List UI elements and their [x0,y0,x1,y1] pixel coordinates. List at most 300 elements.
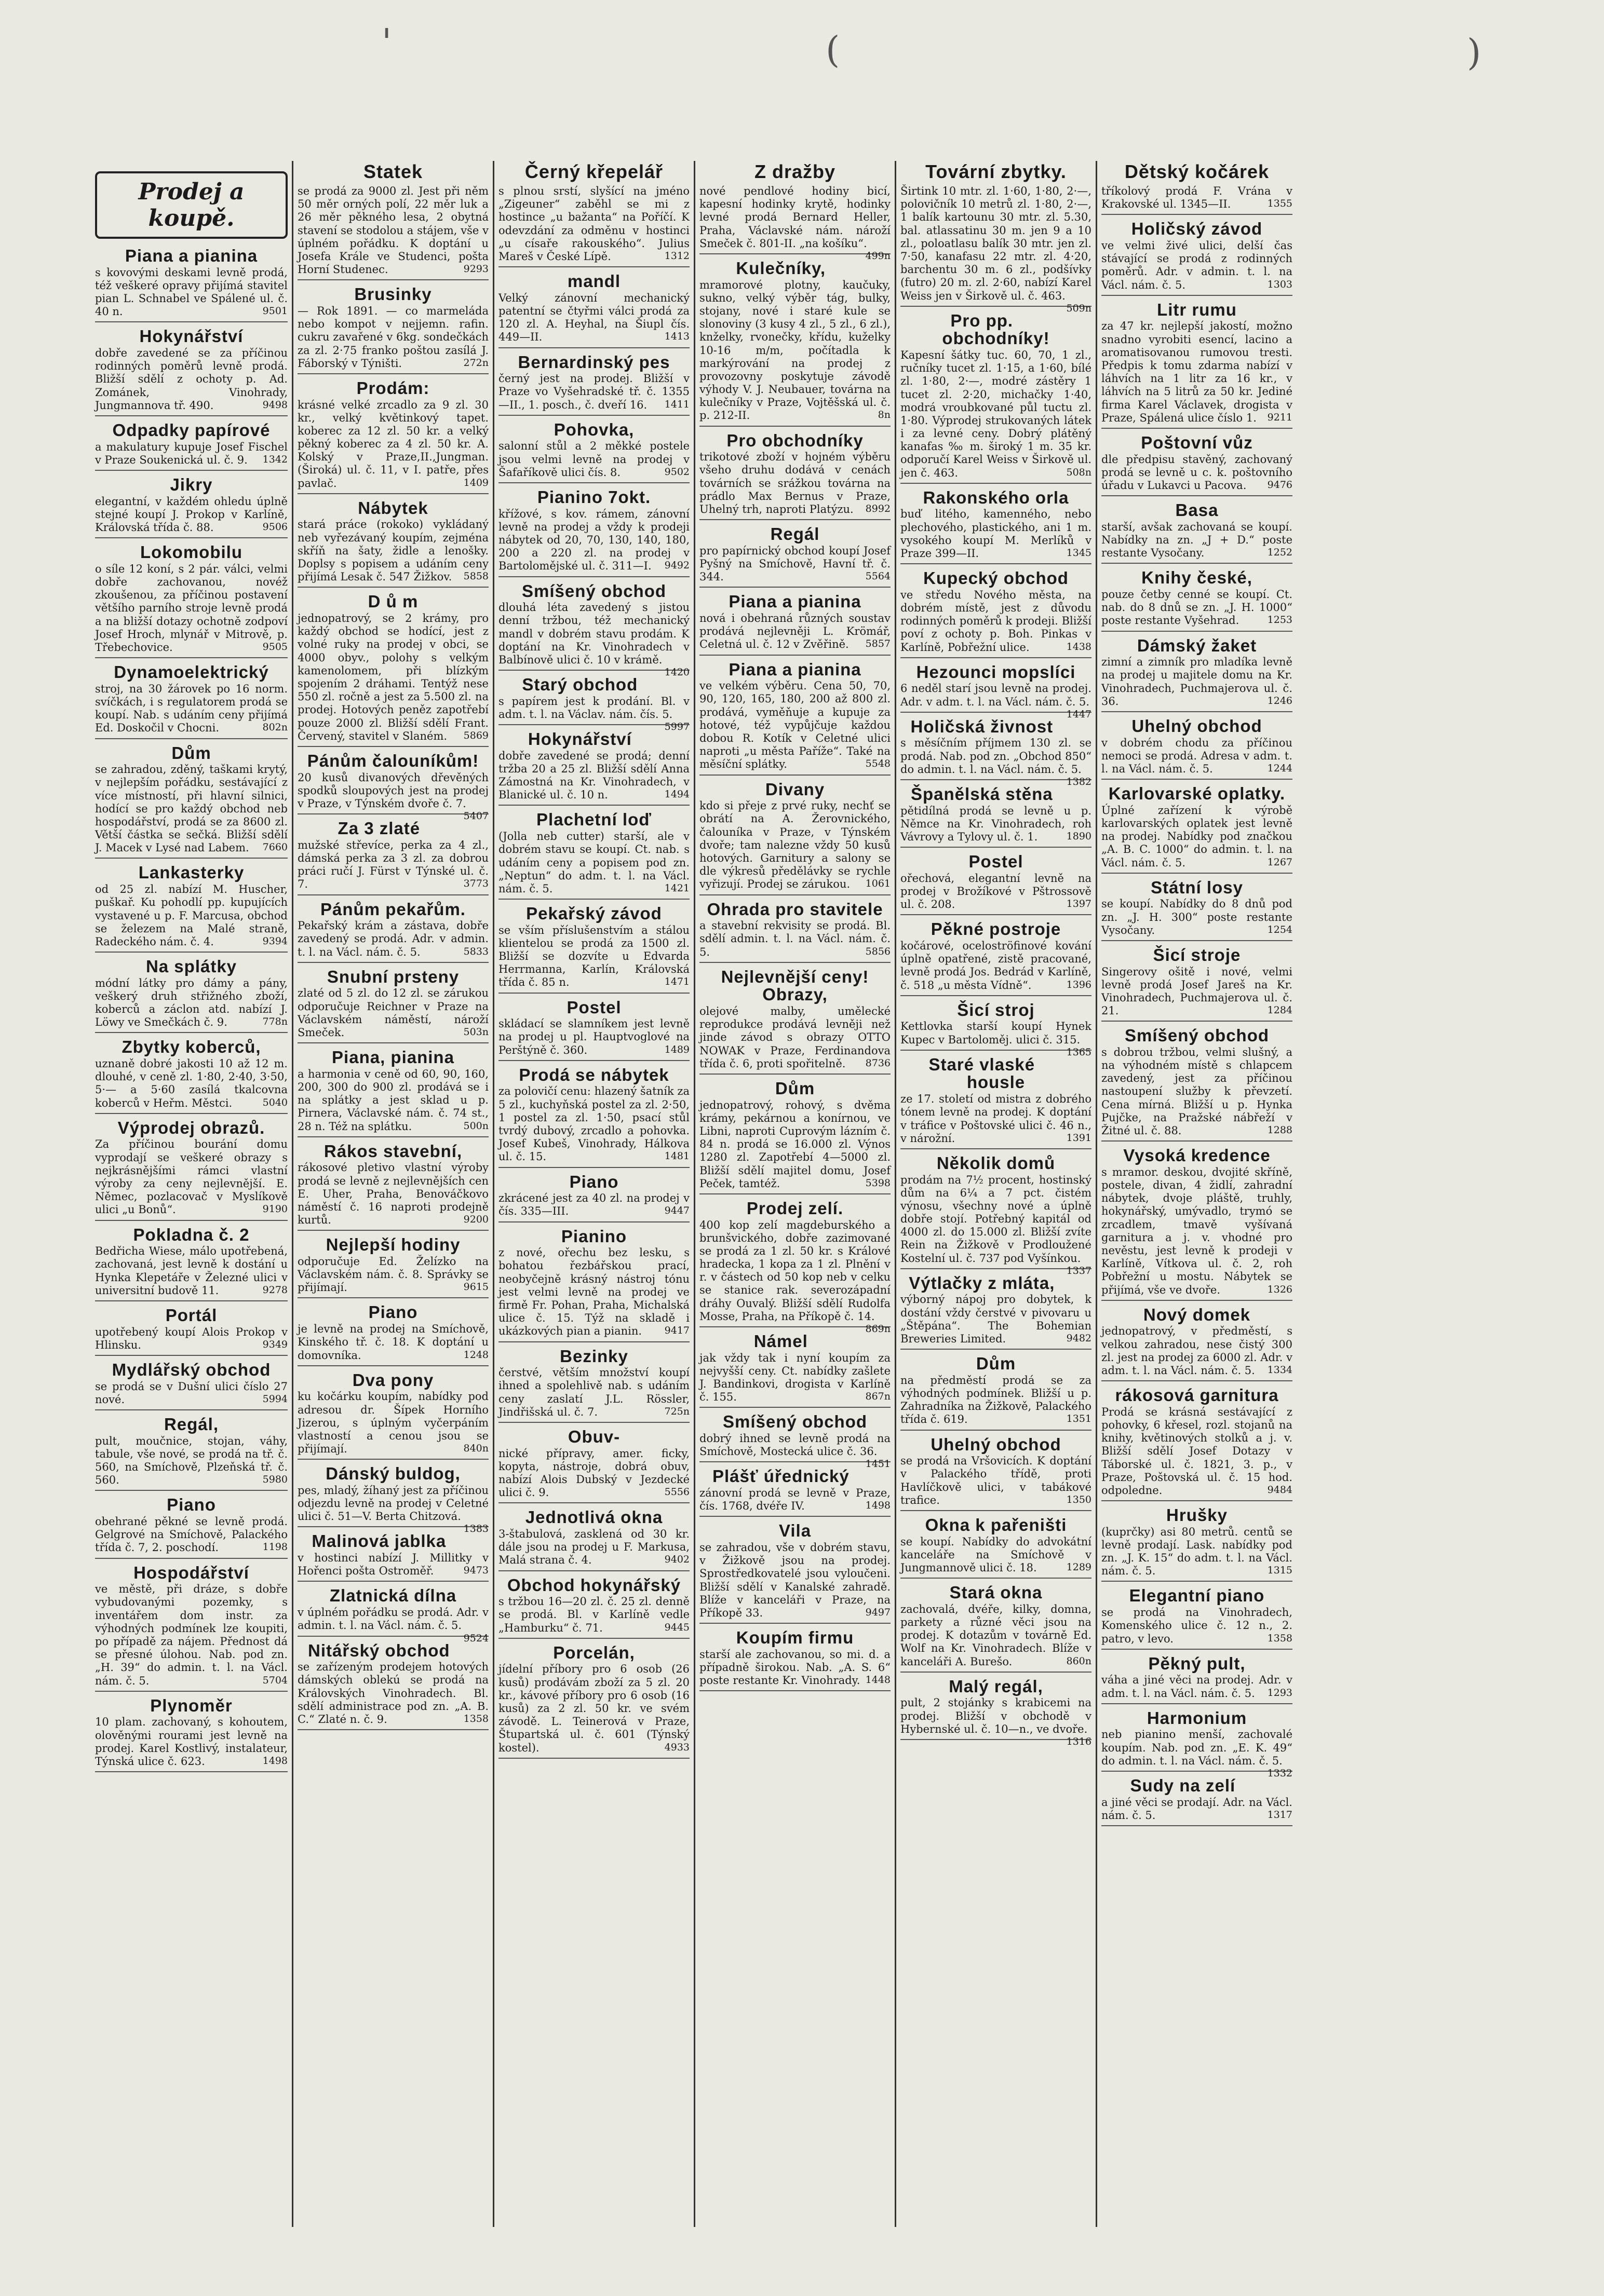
ad-text [95,266,288,319]
ad-body: v úplném pořádku se prodá. Adr. v admin. t. l. na Václ. nám. č. 5. [298,1606,489,1632]
ad-body: v hostinci nabízí J. Millitky v Hořenci pošta Ostroměř. [298,1552,489,1578]
ad-title: Basa [1175,500,1219,520]
ad-body: ve velmi živé ulici, delší čas stávající se prodá z rodinných poměrů. Adr. v admin. t. l. na Václ. nám. č. 5. [1101,239,1292,291]
ad-number: 8n [878,409,891,421]
ad-body: s dobrou tržbou, velmi slušný, a na výhodném místě s chlapcem zavedený, jest za příčinou nastoupení služby k převzetí. Cena mírná. Bližší u p. Hynka Pujčke, na Pražské nábřeží v Žitné ul. č. 88. [1101,1045,1292,1137]
ad-body: za polovičí cenu: hlazený šatník za 5 zl., kuchyňská postel za zl. 2·50, 1 postel za zl. 1·50, psací stůl tvrdý dubový, zrcadlo a pohovka. Josef Kubeš, Vinohrady, Hálkova ul. č. 15. [498,1085,690,1163]
ad-number: 5704 [262,1674,288,1686]
ad-body: neb pianino menší, zachovalé koupím. Nab. pod zn. „E. K. 49“ do admin. t. l. na Václ. nám. č. 5. [1101,1728,1292,1767]
ad-text [95,1716,288,1768]
ad-body: uznaně dobré jakosti 10 až 12 m. dlouhé, v ceně zl. 1·80, 2·40, 3·50, 5·— a 5·60 zasílá tkalcovna koberců v Heřm. Městci. [95,1057,288,1109]
classified-ad [1101,301,1292,429]
classified-ad [95,1496,288,1558]
ad-text [699,1432,891,1470]
ad-column [694,161,895,2227]
ad-text [1101,737,1292,776]
classified-ad [498,1428,690,1503]
ad-text [95,1057,288,1110]
ad-body: Za příčinou bourání domu vyprodají se veškeré obrazy s nejkrásnějšími rámci vlastní výroby za ceny nejlevnější. E. Němec, pozlacovač v Myslíkově ulici „u Bonů“. [95,1138,288,1216]
ad-number: 1358 [1267,1632,1292,1644]
ad-text [1101,966,1292,1018]
ad-number: 869n [865,1323,891,1335]
ad-text [298,1606,489,1644]
ad-text [298,1255,489,1295]
classified-ad [900,1153,1091,1276]
ad-body: pes, mladý, žíhaný jest za příčinou odjezdu levně na prodej v Celetné ulici č. 51—V. Berta Chitzová. [298,1484,489,1523]
ad-title: Poštovní vůz [1141,432,1253,452]
ad-body: od 25 zl. nabízí M. Huscher, puškař. Ku pohodlí pp. kupujících vystavené u p. F. Marcusa, obchod se železem na Malé straně, Radeckého nám. č. 4. [95,883,288,948]
ad-title: Kulečníky, [736,258,826,278]
ad-number: 725n [664,1405,690,1417]
ad-body: Kapesní šátky tuc. 60, 70, 1 zl., ručníky tucet zl. 1·15, a 1·60, bílé zl. 1·80, 2·—, modré zástěry 1 tucet zl. 2·20, michačky 1·40, modrá vroubkované půl tuctu zl. 1·80. Výprodej strukovaných látek i za levné ceny. Dobrý plátěný kanafas ‰ m. široký 1 m. 35 kr. odporučí Karel Weiss v Širkově ul. jen č. 463. [900,348,1091,479]
ad-body: trikotové zboží v hojném výběru všeho druhu dodává v cenách továrních se srážkou továrna na prádlo Max Bernus v Praze, Uhelný trh, naproti Platýzu. [699,451,891,516]
ad-number: 1289 [1066,1561,1091,1573]
classified-ad [298,286,489,374]
ad-text [95,1515,288,1555]
classified-ad [298,820,489,895]
ad-number: 1481 [664,1150,690,1162]
ad-number: 5833 [463,945,489,957]
classified-ad [1101,1777,1292,1826]
classified-ad [699,1412,891,1470]
ad-number: 1413 [664,331,690,343]
classified-ad [298,1303,489,1366]
ad-text [498,601,690,678]
ad-title: Šicí stroje [1153,945,1241,964]
ad-body: rákosové pletivo vlastní výroby prodá se levně z nejlevnějších cen E. Uher, Praha, Benováčkovo náměstí č. 16 naproti prodejně kurtů. [298,1161,489,1227]
ad-title: Malinová jablka [312,1531,447,1551]
ad-title: Pěkné postroje [931,919,1061,939]
ad-title: Porcelán, [553,1642,635,1662]
classified-ad [900,662,1091,720]
ad-text [498,1085,690,1163]
ad-body: a harmonia v ceně od 60, 90, 160, 200, 300 do 900 zl. prodává se i na splátky a jest sklad u p. Pirnera, Václavské nám. č. 74 st., 28 n. Též na splátku. [298,1067,489,1133]
classified-ad [498,1228,690,1342]
ad-text [1101,1526,1292,1578]
classified-ad [298,1143,489,1231]
classified-ad [900,569,1091,658]
ad-title: Elegantní piano [1129,1586,1265,1606]
ad-number: 1337 [1066,1265,1091,1276]
ad-text [1101,521,1292,560]
ad-title: Bernardinský pes [518,352,670,372]
ad-title: Obchod hokynářský [507,1575,681,1595]
classified-ad [1101,637,1292,712]
ad-text [498,372,690,412]
ad-body: se prodá na Vinohradech, Komenského ulice č. 12 n., 2. patro, v levo. [1101,1606,1292,1645]
ad-title: Hokynářství [528,729,632,749]
classified-ad [900,1274,1091,1350]
ad-body: buď litého, kamenného, nebo plechového, plastického, ani 1 m. vysokého koupí M. Merlíků v Praze 399—II. [900,508,1091,560]
classified-ad [95,1416,288,1491]
ad-body: s mramor. deskou, dvojité skříně, postele, divan, 4 židlí, zahradní nábytek, dvoje pláště, truhly, hokynářský, umývadlo, trymó se zrcadlem, tmavě vyšívaná garnitura a j. v. vhodné pro nevěstu, jest levně k prodeji v Karlíně, Vítkova ul. č. 2, roh Pobřežní u mostu. Nábytek se přijímá, vše ve dvoře. [1101,1165,1292,1296]
ad-number: 860n [1066,1655,1091,1667]
ad-body: jednopatrový, se 2 krámy, pro každý obchod se hodící, jest z volné ruky na prodej v obci, se 4000 obyv., polohy s velkým kamenolomem, při blízkým spojením 2 dráhami. Tentýž nese 550 zl. ročně a jest za 5.500 zl. na prodej. Hotových peněz zapotřebí pouze 2000 zl. Bližší sdělí Frant. Červený, stavitel v Slaném. [298,612,489,742]
ad-title: Hezounci mopslíci [916,662,1076,682]
classified-ad [95,1564,288,1692]
ad-number: 1248 [463,1349,489,1361]
ad-title: Rákos stavební, [324,1141,463,1161]
classified-ad [95,1307,288,1356]
classified-ad [699,1468,891,1517]
ad-number: 5564 [865,570,891,582]
ad-text [699,680,891,771]
classified-ad [900,1676,1091,1747]
ad-number: 1411 [664,398,690,410]
ad-body: s měsíčním příjmem 130 zl. se prodá. Nab. pod zn. „Obchod 850“ do admin. t. l. na Václ. nám. č. 5. [900,737,1091,776]
ad-title: Španělská stěna [911,784,1053,804]
ad-text [900,1374,1091,1426]
ad-text [95,1583,288,1688]
ad-title: Piano [167,1495,216,1515]
classified-ad [1101,501,1292,564]
ad-text [498,1595,690,1635]
ad-title: Dva pony [352,1370,434,1390]
ad-title: Pohovka, [554,419,635,439]
classified-ad [1101,1027,1292,1142]
ad-title: Dům [171,743,211,763]
ad-body: pouze četby cenné se koupí. Ct. nab. do 8 dnů se zn. „J. H. 1000“ poste restante Vyšehrad. [1101,588,1292,627]
ad-title: Holičská živnost [910,716,1054,736]
ad-text [95,1326,288,1352]
ad-number: 5858 [463,570,489,582]
ad-body: zkrácené jest za 40 zl. na prodej v čís. 335—III. [498,1192,690,1218]
ad-number: 802n [262,722,288,733]
ad-title: Pro pp. obchodníky! [942,310,1050,348]
ad-title: Litr rumu [1157,300,1237,319]
classified-ad [699,661,891,776]
ad-number: 867n [865,1391,891,1403]
ad-body: ve středu Nového města, na dobrém místě, jest z důvodu rodinných poměrů k prodeji. Bližší poví z ochoty p. Boh. Pinkas v Karlíně, Pobřežní ulice. [900,588,1091,654]
ad-number: 9402 [664,1554,690,1566]
ad-title: Pro obchodníky [726,430,864,450]
ad-number: 9501 [262,305,288,317]
classified-ad [298,1532,489,1582]
ad-text [298,305,489,370]
classified-ad [95,663,288,739]
ad-body: zlaté od 5 zl. do 12 zl. se zárukou odporučuje Reichner v Praze na Václavském náměstí, nároží Smeček. [298,987,489,1039]
ad-title: Piana a pianina [729,592,861,612]
ad-text [298,1068,489,1133]
ad-title: Hospodářství [133,1563,249,1582]
ad-title: Vysoká kredence [1123,1146,1271,1165]
ad-body: s papírem jest k prodání. Bl. v adm. t. l. na Václav. nám. čís. 5. [498,695,690,721]
ad-number: 5857 [865,638,891,650]
ad-body: mramorové plotny, kaučuky, sukno, velký výběr tág, bulky, stojany, nové i staré kule se slonoviny (3 kusy 4 zl., 5 zl., 6 zl.), knželky, rvonečky, křídu, kuželky 10-16 m/m, počítadla k markýrování na prodej z provozovny poskytuje závodě výhody V. J. Neubauer, továrna na kulečníky v Praze, Vojtěšská ul. č. p. 212-II. [699,278,891,422]
ad-title: Šicí stroj [957,1000,1035,1020]
classified-ad [1101,717,1292,780]
ad-number: 1303 [1267,278,1292,290]
ad-text [699,612,891,651]
classified-ad [699,968,891,1075]
ad-title: Brusinky [354,284,432,304]
ad-text [498,830,690,895]
ad-number: 508n [1066,466,1091,478]
ad-number: 9211 [1267,411,1292,423]
classified-ad [1101,1587,1292,1649]
ad-number: 1358 [463,1713,489,1724]
classified-ad [95,1119,288,1221]
ad-body: ve velkém výběru. Cena 50, 70, 90, 120, 165, 180, 200 až 800 zl. prodává, vyměňuje a kupuje za hotové, též vypůjčuje každou dobou R. Kotík v Celetné ulici naproti „u města Paříže“. Také na měsíční splátky. [699,680,891,771]
ad-text [498,924,690,989]
ad-number: 9349 [262,1338,288,1350]
classified-ad [1101,220,1292,295]
classified-ad [498,675,690,733]
classified-ad [95,744,288,859]
ad-number: 1288 [1267,1124,1292,1136]
classified-ad [498,354,690,416]
ad-title: Vila [778,1521,812,1541]
classified-ad [95,422,288,471]
ad-title: Regál [770,524,820,544]
ad-title: Jikry [170,474,213,494]
ad-number: 1253 [1267,614,1292,626]
ad-number: 1293 [1267,1687,1292,1699]
classified-ad [900,853,1091,915]
ad-title: mandl [567,271,621,291]
ad-text [900,1603,1091,1668]
classified-ad [498,1577,690,1639]
ad-title: Piana a pianina [729,659,861,679]
ad-number: 1244 [1267,762,1292,774]
classified-ad [95,1361,288,1410]
ad-text [298,1552,489,1578]
ad-body: pětidílná prodá se levně u p. Němce na Kr. Vinohradech, roh Vávrovy a Tylovy ul. č. 1. [900,804,1091,844]
ad-column [895,161,1096,2227]
ad-body: z nové, ořechu bez lesku, s bohatou řezbářskou prací, neobyčejně krásný nástroj tónu jest velmi levně na prodej ve firmě Fr. Pohan, Praha, Michalská ulice č. 15. Týž na skladě i ukázkových pian a pianin. [498,1246,690,1338]
classified-ad [498,1348,690,1423]
ad-title: Hrušky [1166,1505,1228,1525]
ad-body: 6 neděl starí jsou levně na prodej. Adr. v adm. t. l. na Václ. nám. č. 5. [900,682,1091,708]
ad-text [298,987,489,1039]
ad-body: ve městě, při dráze, s dobře vybudovanými pozemky, s inventářem dom instr. za výhodných podmínek lze koupiti, po případě za nájem. Přednost dá se přesné úlohou. Nab. pod zn. „H. 39“ do admin. t. l. na Václ. nám. č. 5. [95,1583,288,1687]
ad-number: 1448 [865,1674,891,1686]
ad-body: olejové malby, umělecké reprodukce prodává levněji než jinde závod s obrazy OTTO NOWAK v Praze, Ferdinandova třída č. 6, proti spořitelně. [699,1005,891,1070]
ad-columns [91,161,1498,2227]
ad-title: Sudy na zelí [1130,1775,1236,1795]
ad-text [298,839,489,891]
ad-text [95,763,288,854]
ad-body: 10 plam. zachovaný, s kohoutem, olověnými rourami jest levně na prodej. Karel Kostlivý, instalateur, Týnská ulice č. 623. [95,1716,288,1768]
ad-text [1101,656,1292,708]
ad-title: Portál [165,1306,218,1325]
ad-number: 9447 [664,1205,690,1217]
ad-text [298,1323,489,1362]
ad-body: zachovalá, dvéře, kilky, domna, parkety a různé věci jsou na prodej. K dotazům v továrně Ed. Wolf na Kr. Vinohradech. Blíže v kanceláři A. Burešo. [900,1602,1091,1668]
ad-body: dle předpisu stavěný, zachovaný prodá se levně u c. k. poštovního úřadu v Lukavci u Pacova. [1101,453,1292,492]
classified-ad [298,499,489,588]
ad-title: Nejlepší hodiny [326,1235,461,1255]
ad-number: 5994 [262,1393,288,1405]
ad-text [900,872,1091,912]
ad-title: Piano [569,1172,619,1191]
classified-ad [498,1066,690,1168]
ad-body: výborný nápoj pro dobytek, k dostání vždy čerstvé v pivovaru u „Štěpána“. The Bohemian Breweries Limited. [900,1293,1091,1346]
ad-title: Rakonského orla [923,487,1069,507]
ad-number: 9445 [664,1621,690,1633]
ad-text [298,1161,489,1227]
classified-ad [699,1080,891,1194]
ad-title: Námel [753,1332,808,1351]
ad-text [498,695,690,733]
ad-text [298,399,489,490]
ad-text [1101,1166,1292,1297]
ad-body: Bedřicha Wiese, málo upotřebená, zachovaná, jest levně k dostání u Hynka Klepetáře v Železné ulici v universitní budově 11. [95,1245,288,1297]
ad-title: Pokladna č. 2 [133,1225,250,1244]
ad-title: Piano [368,1302,418,1322]
ad-title: Nejlevnější ceny! Obrazy, [721,967,869,1004]
classified-ad [699,1629,891,1691]
ad-number: 1334 [1267,1364,1292,1376]
ad-number: 5556 [664,1486,690,1498]
ad-text [900,940,1091,992]
ad-title: Staré vlaské housle [928,1054,1035,1092]
ad-title: Prodám: [356,378,430,398]
ad-text [699,1218,891,1335]
ad-text [498,440,690,479]
ad-title: Pianino 7okt. [537,487,651,507]
ad-title: Na splátky [145,957,237,976]
ad-text [498,1663,690,1754]
ad-text [699,279,891,423]
ad-number: 1396 [1066,979,1091,990]
ad-body: stroj, na 30 žárovek po 16 norm. svíčkách, i s regulatorem prodá se koupí. Nab. s udáním ceny přijímá Ed. Doskočil v Chocni. [95,682,288,735]
ad-number: 1345 [1066,547,1091,559]
classified-ad [1101,1387,1292,1501]
classified-ad [298,593,489,747]
ad-title: Několik domů [936,1153,1056,1173]
ad-text [900,737,1091,788]
ad-body: ořechová, elegantní levně na prodej v Brožíkové v Pštrossově ul. č. 208. [900,872,1091,911]
ad-title: Dánský buldog, [326,1464,461,1484]
ad-number: 1351 [1066,1413,1091,1425]
ad-text [1101,1796,1292,1822]
classified-ad [900,920,1091,996]
ad-text [498,1192,690,1218]
classified-ad [298,1049,489,1137]
classified-ad [95,958,288,1033]
ad-text [900,805,1091,844]
ad-title: Okna k pařeništi [925,1515,1067,1534]
ad-title: Zbytky koberců, [122,1037,261,1057]
ad-number: 1254 [1267,923,1292,935]
ad-number: 9473 [463,1565,489,1577]
ad-body: dobře zavedené se za příčinou rodinných poměrů levně prodá. Bližší sdělí z ochoty p. Ad. Zománek, Vinohrady, Jungmannova tř. 490. [95,347,288,412]
ad-body: v dobrém chodu za příčinou nemoci se prodá. Adresa v adm. t. l. na Václ. nám. č. 5. [1101,736,1292,775]
ad-title: Pianino [561,1226,627,1246]
ad-number: 1332 [1267,1767,1292,1779]
classified-ad [498,185,690,267]
ad-number: 1284 [1267,1004,1292,1016]
ad-body: Širtink 10 mtr. zl. 1·60, 1·80, 2·—, polovičník 10 metrů zl. 1·80, 2·—, 1 balík kartounu 30 mtr. zl. 5.30, bal. atlassatinu 30 m. jen 9 a 10 zl., poloatlasu balík 30 mtr. jen zl. 7·50, kanafasu 22 mtr. zl. 4·20, barchentu 30 m. 6 zl., podšívky (futro) 20 m. zl. 2·60, nabízí Karel Weiss jen v Širkově ul. č. 463. [900,185,1091,302]
classified-ad [699,432,891,521]
ad-text [699,1099,891,1190]
classified-ad [498,999,690,1061]
ad-text [298,1484,489,1535]
ad-title: Postel [567,997,622,1017]
classified-ad [1101,1506,1292,1582]
classified-ad [699,525,891,588]
ad-number: 9190 [262,1203,288,1215]
ad-title: D ů m [368,592,419,612]
classified-ad [298,1236,489,1298]
ad-number: 1421 [664,882,690,894]
classified-ad [298,1586,489,1644]
classified-ad [298,1371,489,1460]
ad-body: Singerovy ošitě i nové, velmi levně prodá Josef Jareš na Kr. Vinohradech, Puchmajerova ul. č. 21. [1101,965,1292,1017]
ad-text [1101,1406,1292,1497]
ad-body: křížové, s kov. rámem, zánovní levně na prodej a vždy k prodeji nábytek od 20, 70, 130, 140, 180, 200 a 220 zl. na prodej v Bartolomějské ul. č. 311—I. [498,507,690,573]
ad-text [95,1380,288,1406]
ad-text [498,1366,690,1419]
column-heading: Tovární zbytky. [925,161,1067,182]
ad-column [493,161,694,2227]
ad-body: s tržbou 16—20 zl. č. 25 zl. denně se prodá. Bl. v Karlíně vedle „Hamburku“ č. 71. [498,1595,690,1634]
ad-number: 1451 [865,1458,891,1470]
classified-ad [900,1584,1091,1673]
classified-ad [900,185,1091,314]
ad-body: — Rok 1891. — co marmeláda nebo kompot v nejjemn. rafin. cukru zavařené v 6kg. sondečkách za zl. 2·75 franko poštou zasílá J. Fáborský v Týništi. [298,304,489,370]
classified-ad [95,544,288,658]
ad-body: (Jolla neb cutter) starší, ale v dobrém stavu se koupí. Ct. nab. s udáním ceny a popisem pod zn. „Neptun“ do adm. t. l. na Václ. nám. č. 5. [498,830,690,895]
ad-number: 9476 [1267,479,1292,491]
ad-text [900,589,1091,654]
ad-number: 5856 [865,945,891,957]
ad-number: 9482 [1066,1333,1091,1344]
ad-title: Uhelný obchod [931,1434,1061,1454]
classified-ad [900,716,1091,788]
classified-ad [900,1000,1091,1058]
classified-ad [1101,1306,1292,1381]
ad-number: 9498 [262,399,288,411]
ad-title: Mydlářský obchod [112,1360,271,1380]
classified-ad [95,247,288,322]
ad-number: 1315 [1267,1565,1292,1577]
ad-text [699,545,891,584]
classified-ad [298,379,489,494]
ad-title: Smíšený obchod [521,581,667,601]
ad-title: Dům [775,1078,815,1098]
ad-number: 1391 [1066,1132,1091,1144]
ad-title: Piana a pianina [125,246,258,265]
ad-number: 1312 [664,250,690,262]
ad-body: s plnou srstí, slyšící na jméno „Zigeuner“ zaběhl se mi z hostince „u bažanta“ na Poříčí. K odevzdání za odměnu v hostinci „u císaře rakouského“. Julius Mareš v České Lípě. [498,185,690,263]
ad-title: Starý obchod [522,675,638,695]
ad-body: kočárové, oceloströfinové kování úplně opatřené, zistě pracované, levně prodá Jos. Bedrád v Karlíně, č. 518 „u města Vídně“. [900,940,1091,991]
ad-number: 1316 [1066,1735,1091,1747]
ad-body: starší ale zachovanou, so mi. d. a případně širokou. Nab. „A. S. 6“ poste restante Kr. Vinohrady. [699,1648,891,1687]
ad-title: Harmonium [1147,1708,1247,1728]
classified-ad [699,260,891,427]
ad-title: Nový domek [1143,1305,1251,1324]
ad-title: Lankasterky [138,863,245,882]
ad-text [699,1541,891,1620]
ad-text [95,1245,288,1297]
ad-title: Lokomobilu [140,542,242,562]
ad-body: upotřebený koupí Alois Prokop v Hlinsku. [95,1325,288,1351]
ad-title: Smíšený obchod [722,1412,868,1432]
ad-body: obehrané pěkné se levně prodá. Gelgrové na Smíchově, Palackého třída č. 7, 2. poschodí. [95,1515,288,1554]
ad-title: Dámský žaket [1137,635,1257,655]
ad-number: 1498 [865,1500,891,1512]
ad-body: a stavební rekvisity se prodá. Bl. sdělí admin. t. l. na Václ. nám. č. 5. [699,919,891,958]
ad-title: rákosová garnitura [1115,1385,1279,1405]
ad-body: dobrý ihned se levně prodá na Smíchově, Mostecká ulice č. 36. [699,1432,891,1458]
classified-ad [900,1056,1091,1149]
ad-body: salonní stůl a 2 měkké postele jsou velmi levně na prodej v Šafaříkově ulici čís. 8. [498,440,690,479]
classified-ad [298,968,489,1043]
ad-text [298,1390,489,1456]
